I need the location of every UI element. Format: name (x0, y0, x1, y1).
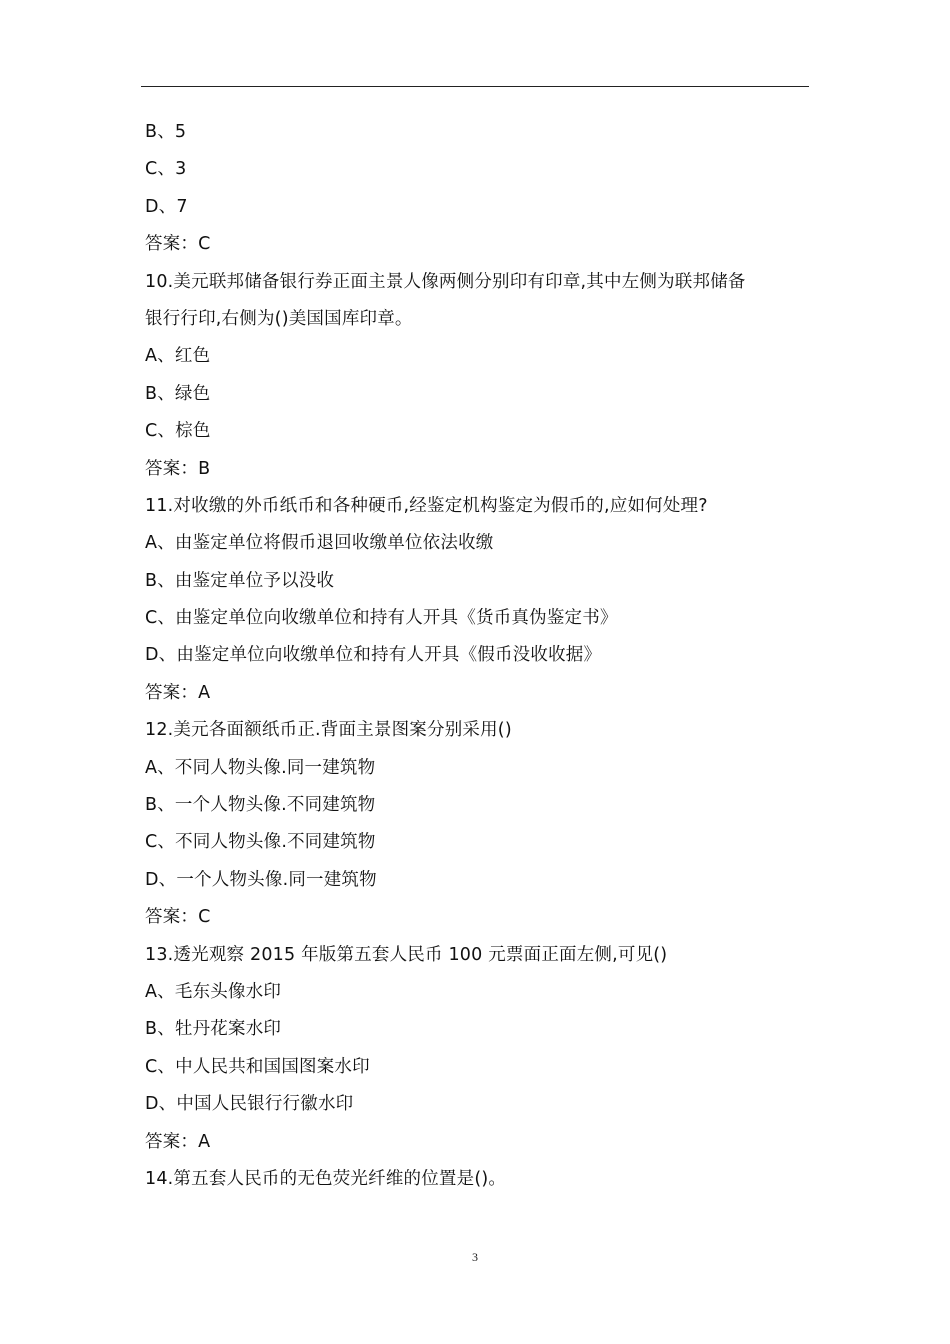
document-body (145, 114, 825, 1198)
option-line: A、不同人物头像.同一建筑物 (145, 757, 376, 778)
option-line: B、5 (145, 122, 187, 142)
page-number: 3 (472, 1250, 478, 1264)
answer-line: 答案：C (145, 234, 211, 255)
option-line: D、由鉴定单位向收缴单位和持有人开具《假币没收收据》 (145, 645, 602, 666)
option-line: C、3 (145, 159, 187, 180)
option-line: D、7 (145, 196, 188, 217)
option-line: B、由鉴定单位予以没收 (145, 570, 335, 591)
option-line: B、牡丹花案水印 (145, 1019, 282, 1040)
option-line: B、一个人物头像.不同建筑物 (145, 795, 376, 816)
option-line: C、中人民共和国国图案水印 (145, 1056, 370, 1077)
header-rule (141, 86, 809, 87)
option-line: A、毛东头像水印 (145, 981, 282, 1002)
answer-line: 答案：C (145, 907, 211, 928)
option-line: A、红色 (145, 346, 211, 367)
question-line: 11.对收缴的外币纸币和各种硬币,经鉴定机构鉴定为假币的,应如何处理? (145, 495, 708, 516)
question-line: 10.美元联邦储备银行券正面主景人像两侧分别印有印章,其中左侧为联邦储备 (145, 271, 746, 292)
question-line: 银行行印,右侧为()美国国库印章。 (145, 308, 413, 329)
option-line: D、一个人物头像.同一建筑物 (145, 869, 377, 890)
question-line: 12.美元各面额纸币正.背面主景图案分别采用() (145, 720, 512, 741)
question-line: 14.第五套人民币的无色荧光纤维的位置是()。 (145, 1168, 507, 1189)
option-line: C、由鉴定单位向收缴单位和持有人开具《货币真伪鉴定书》 (145, 608, 618, 629)
question-line: 13.透光观察 2015 年版第五套人民币 100 元票面正面左侧,可见() (145, 944, 668, 965)
option-line: A、由鉴定单位将假币退回收缴单位依法收缴 (145, 533, 494, 554)
option-line: C、不同人物头像.不同建筑物 (145, 832, 376, 853)
answer-line: 答案：A (145, 682, 211, 703)
answer-line: 答案：B (145, 458, 211, 479)
option-line: C、棕色 (145, 421, 211, 442)
answer-line: 答案：A (145, 1131, 211, 1152)
option-line: B、绿色 (145, 383, 211, 404)
option-line: D、中国人民银行行徽水印 (145, 1094, 354, 1115)
